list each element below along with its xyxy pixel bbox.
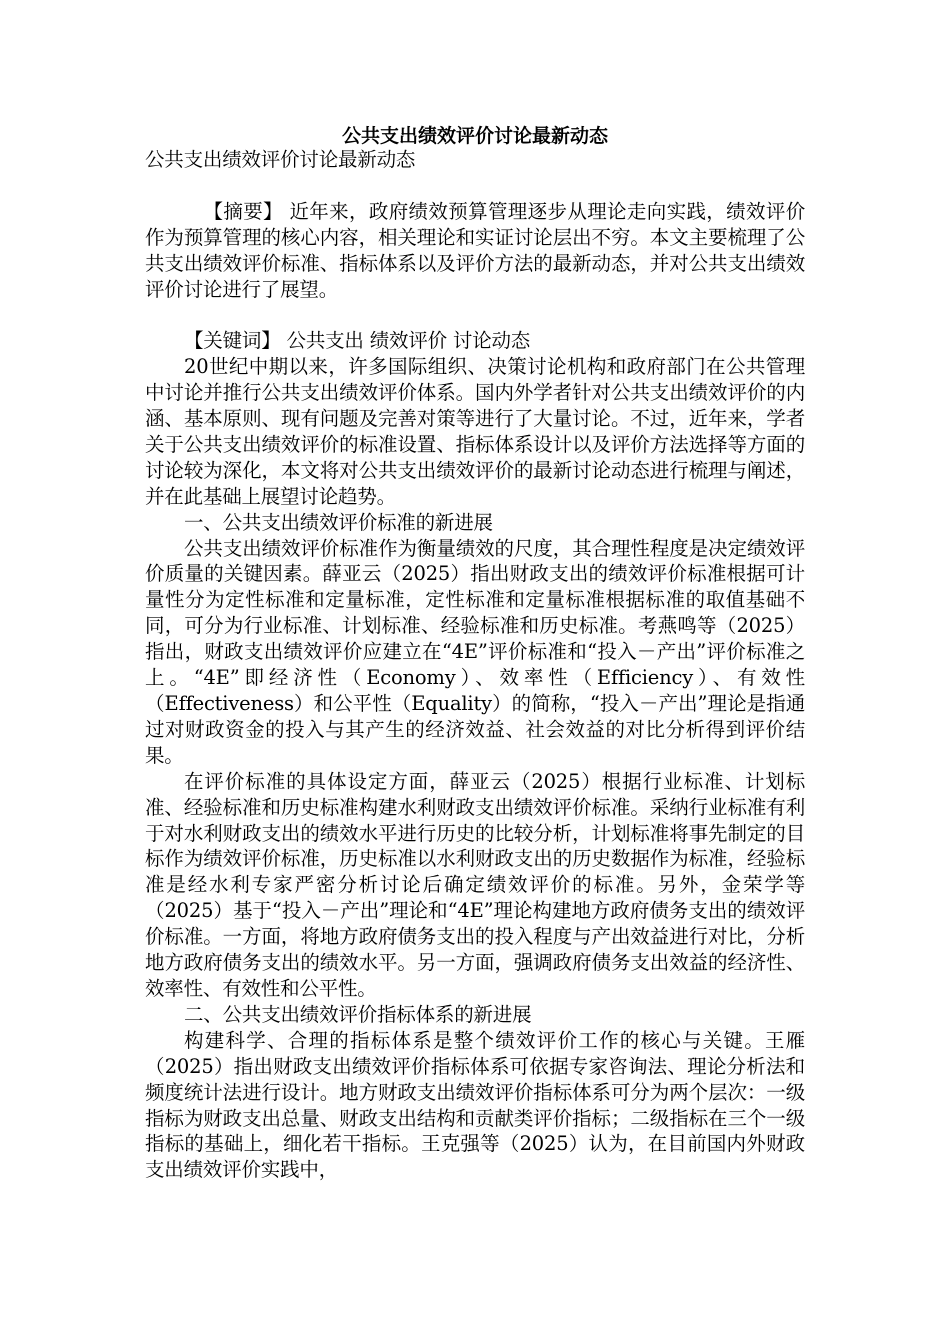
blank-line xyxy=(145,302,805,328)
abstract-text: 近年来，政府绩效预算管理逐步从理论走向实践，绩效评价作为预算管理的核心内容，相关理论和实证讨论层出不穷。本文主要梳理了公共支出绩效评价标准、指标体系以及评价方法的最新动态，并对公共支出绩效评价讨论进行了展望。 xyxy=(145,199,805,301)
section2-paragraph-1: 构建科学、合理的指标体系是整个绩效评价工作的核心与关键。王雁（2025）指出财政支出绩效评价指标体系可依据专家咨询法、理论分析法和频度统计法进行设计。地方财政支出绩效评价指标体系可分为两个层次：一级指标为财政支出总量、财政支出结构和贡献类评价指标；二级指标在三个一级指标的基础上，细化若干指标。王克强等（2025）认为，在目前国内外财政支出绩效评价实践中， xyxy=(145,1028,805,1182)
document-subtitle: 公共支出绩效评价讨论最新动态 xyxy=(145,148,416,171)
keywords-label: 【关键词】 xyxy=(184,329,281,353)
keywords-paragraph xyxy=(145,328,805,354)
section1-paragraph-1: 公共支出绩效评价标准作为衡量绩效的尺度，其合理性程度是决定绩效评价质量的关键因素。薛亚云（2025）指出财政支出的绩效评价标准根据可计量性分为定性标准和定量标准，定性标准和定量标准根据标准的取值基础不同，可分为行业标准、计划标准、经验标准和历史标准。考燕鸣等（2025）指出，财政支出绩效评价应建立在“4E”评价标准和“投入－产出”评价标准之上。“4E”即经济性（Economy）、效率性（Efficiency）、有效性（Effectiveness）和公平性（Equality）的简称，“投入－产出”理论是指通过对财政资金的投入与其产生的经济效益、社会效益的对比分析得到评价结果。 xyxy=(145,536,805,767)
document-body xyxy=(145,147,805,1183)
section-heading-1: 一、公共支出绩效评价标准的新进展 xyxy=(184,510,493,534)
abstract-paragraph xyxy=(145,199,805,303)
section-heading-2: 二、公共支出绩效评价指标体系的新进展 xyxy=(184,1002,532,1026)
intro-paragraph: 20世纪中期以来，许多国际组织、决策讨论机构和政府部门在公共管理中讨论并推行公共支出绩效评价体系。国内外学者针对公共支出绩效评价的内涵、基本原则、现有问题及完善对策等进行了大量讨论。不过，近年来，学者关于公共支出绩效评价的标准设置、指标体系设计以及评价方法选择等方面的讨论较为深化，本文将对公共支出绩效评价的最新讨论动态进行梳理与阐述，并在此基础上展望讨论趋势。 xyxy=(145,355,805,508)
keywords-text: 公共支出 绩效评价 讨论动态 xyxy=(280,329,531,353)
section1-paragraph-2: 在评价标准的具体设定方面，薛亚云（2025）根据行业标准、计划标准、经验标准和历史标准构建水利财政支出绩效评价标准。采纳行业标准有利于对水利财政支出的绩效水平进行历史的比较分析，计划标准将事先制定的目标作为绩效评价标准，历史标准以水利财政支出的历史数据作为标准，经验标准是经水利专家严密分析讨论后确定绩效评价的标准。另外，金荣学等（2025）基于“投入－产出”理论和“4E”理论构建地方政府债务支出的绩效评价标准。一方面，将地方政府债务支出的投入程度与产出效益进行对比，分析地方政府债务支出的绩效水平。另一方面，强调政府债务支出效益的经济性、效率性、有效性和公平性。 xyxy=(145,769,805,1000)
blank-line xyxy=(145,173,805,199)
document-title: 公共支出绩效评价讨论最新动态 xyxy=(341,125,608,147)
abstract-label: 【摘要】 xyxy=(203,199,283,223)
